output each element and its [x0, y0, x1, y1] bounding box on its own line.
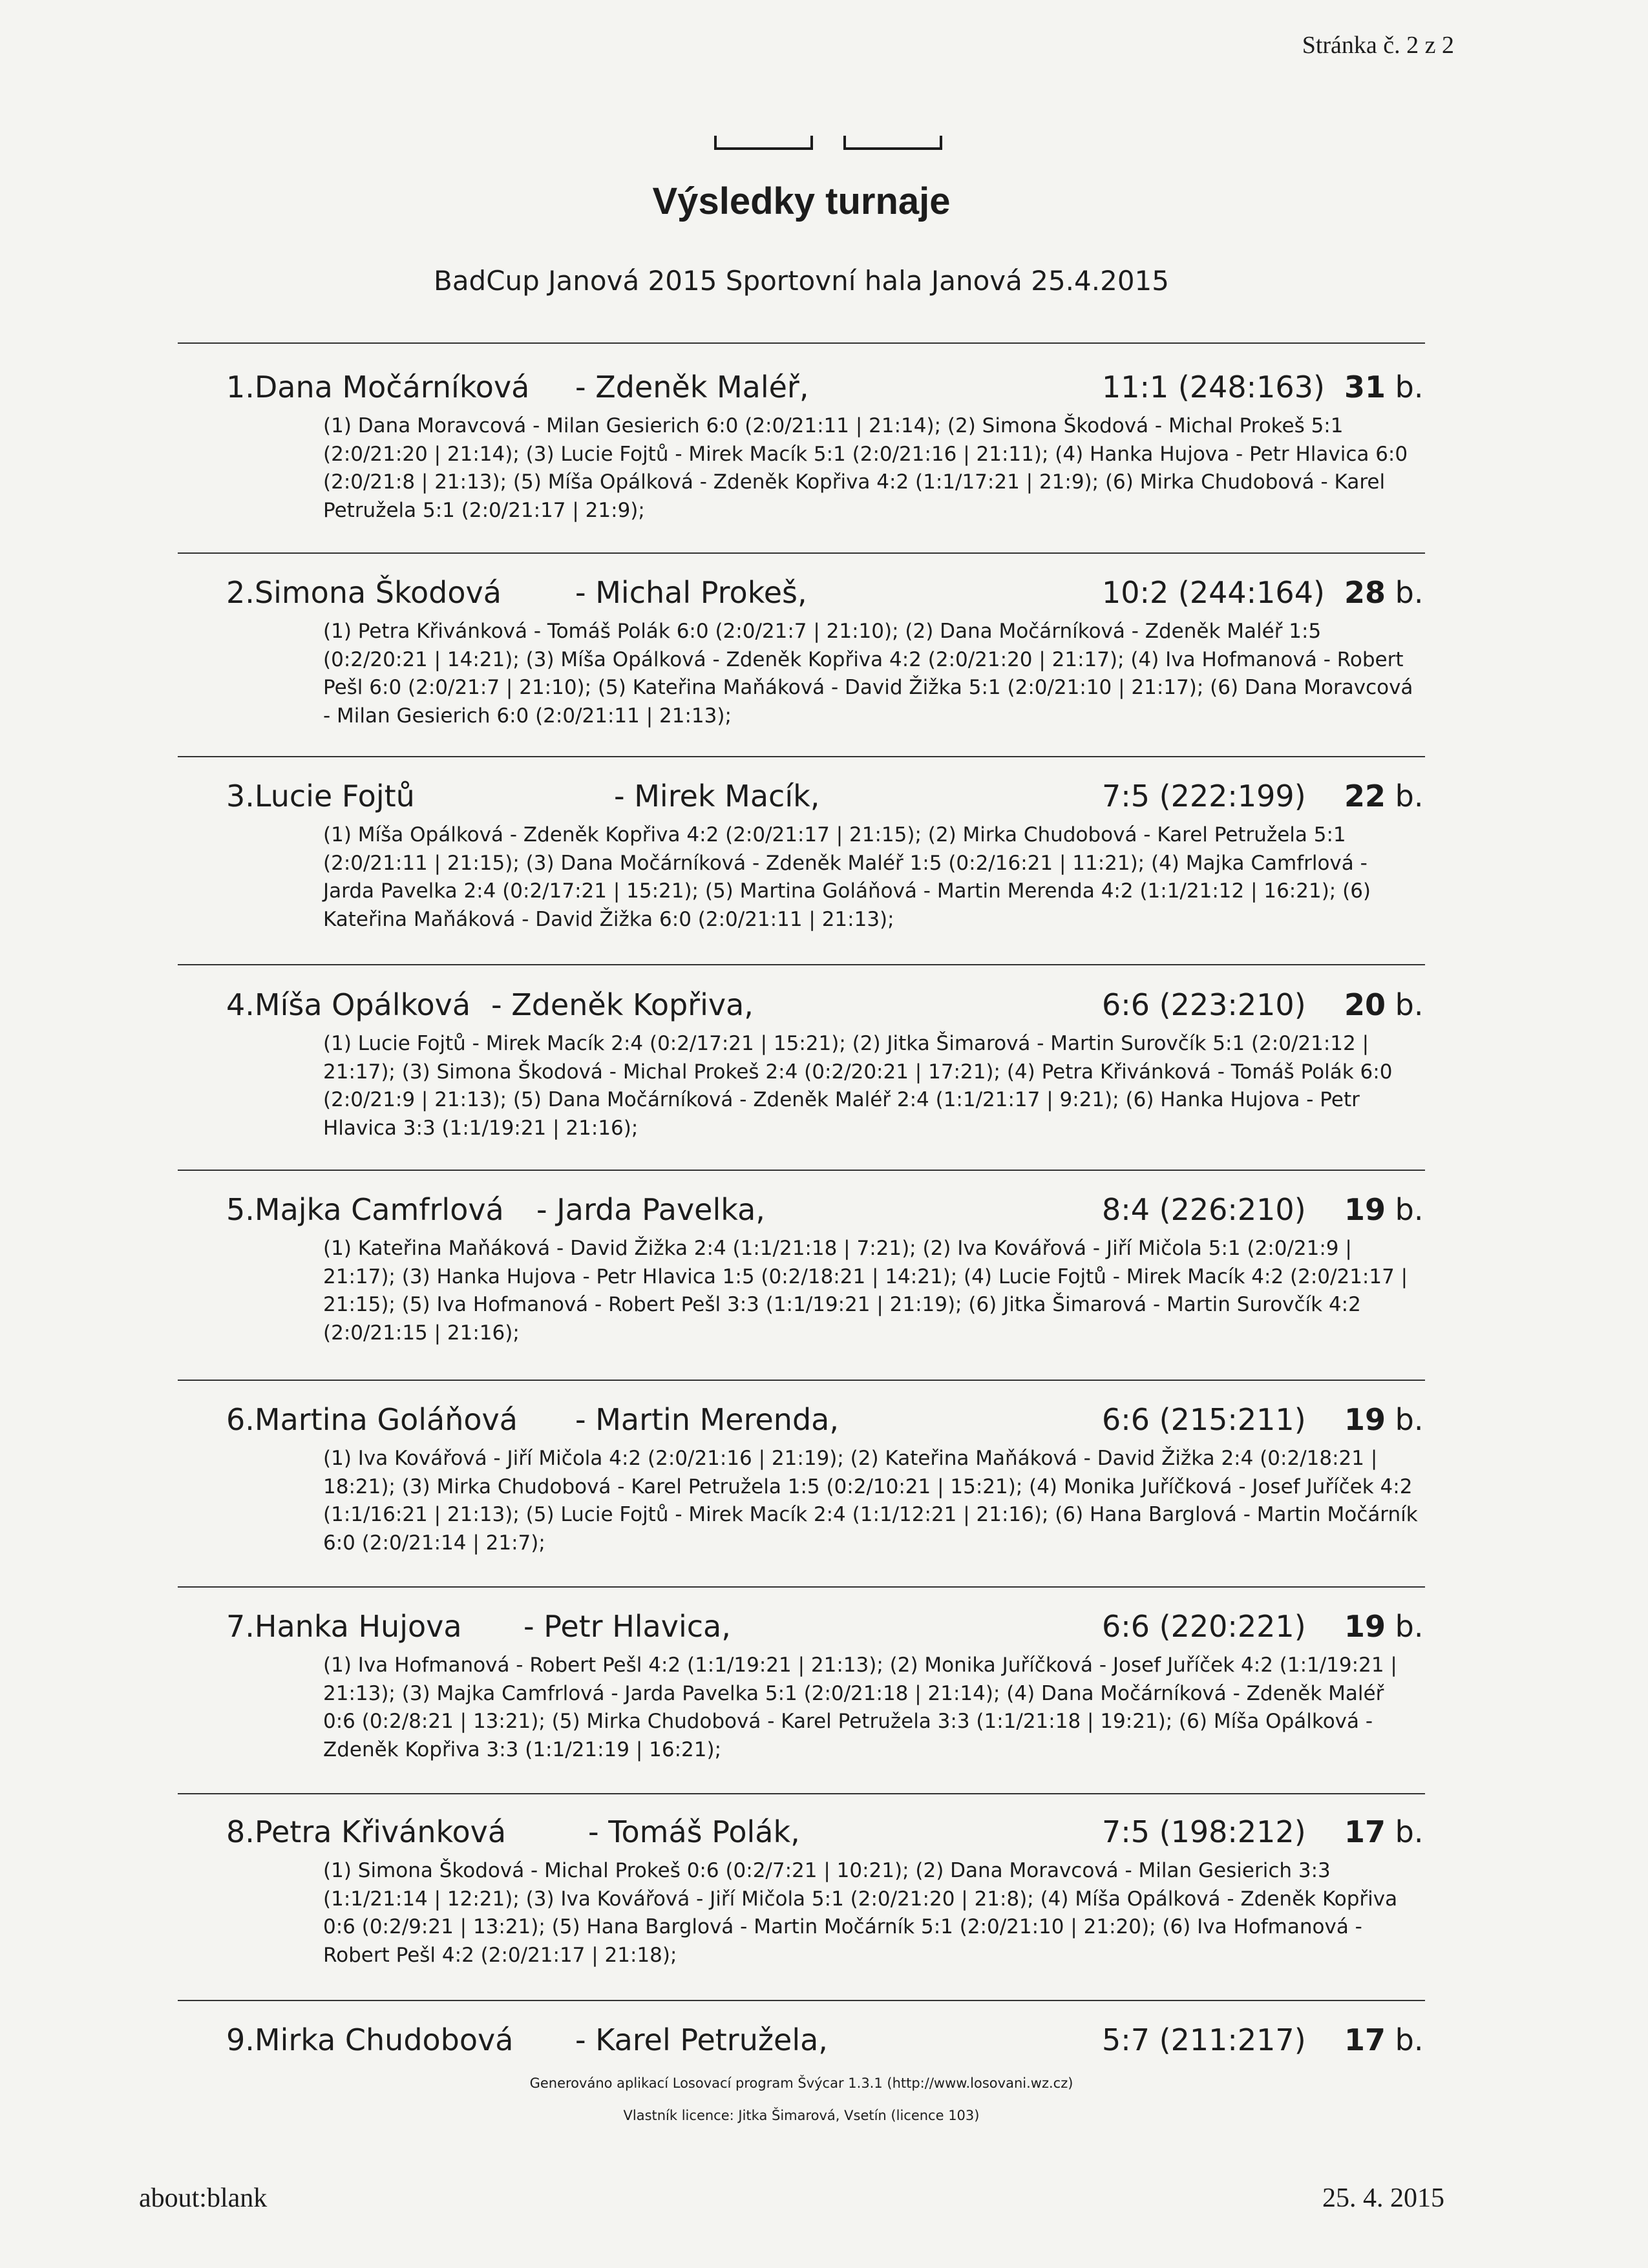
team-points	[1344, 1814, 1423, 1849]
team-player2: - Michal Prokeš,	[575, 575, 807, 610]
team-points	[1344, 370, 1423, 404]
team-score: 7:5 (198:212)	[1102, 1814, 1306, 1849]
result-entry-9	[226, 2022, 1422, 2065]
team-player2: - Karel Petružela,	[575, 2022, 828, 2057]
team-player1: 4.Míša Opálková	[226, 987, 471, 1022]
team-score: 10:2 (244:164)	[1102, 575, 1325, 610]
divider	[178, 1793, 1425, 1794]
team-score: 11:1 (248:163)	[1102, 370, 1325, 404]
result-entry-1	[226, 370, 1422, 525]
match-details: (1) Lucie Fojtů - Mirek Macík 2:4 (0:2/17:21 | 15:21); (2) Jitka Šimarová - Martin Surovčík 5:1 (2:0/21:12 | 21:17); (3) Simona Škodová - Michal Prokeš 2:4 (0:2/20:21 | 17:21); (4) Petra Křivánková - Tomáš Polák 6:0 (2:0/21:9 | 21:13); (5) Dana Močárníková - Zdeněk Maléř 2:4 (1:1/21:17 | 9:21); (6) Hanka Hujova - Petr Hlavica 3:3 (1:1/19:21 | 21:16);	[323, 1032, 1393, 1140]
divider	[178, 964, 1425, 965]
team-points	[1344, 575, 1423, 610]
team-player1: 6.Martina Goláňová	[226, 1402, 518, 1437]
team-points	[1344, 1192, 1423, 1227]
team-points	[1344, 987, 1423, 1022]
team-score: 6:6 (220:221)	[1102, 1609, 1306, 1644]
team-points-unit: b.	[1395, 1609, 1424, 1644]
match-details: (1) Kateřina Maňáková - David Žižka 2:4 (1:1/21:18 | 7:21); (2) Iva Kovářová - Jiří Mičola 5:1 (2:0/21:9 | 21:17); (3) Hanka Hujova - Petr Hlavica 1:5 (0:2/18:21 | 14:21); (4) Lucie Fojtů - Mirek Macík 4:2 (2:0/21:17 | 21:15); (5) Iva Hofmanová - Robert Pešl 3:3 (1:1/19:21 | 21:19); (6) Jitka Šimarová - Martin Surovčík 4:2 (2:0/21:15 | 21:16);	[323, 1237, 1408, 1345]
team-player2: - Martin Merenda,	[575, 1402, 839, 1437]
divider	[178, 1586, 1425, 1588]
divider	[178, 1380, 1425, 1381]
team-player1: 5.Majka Camfrlová	[226, 1192, 504, 1227]
header-mark-icon	[714, 136, 947, 155]
team-score: 8:4 (226:210)	[1102, 1192, 1306, 1227]
team-player1: 8.Petra Křivánková	[226, 1814, 507, 1849]
team-player1: 2.Simona Škodová	[226, 575, 502, 610]
team-points-unit: b.	[1395, 575, 1424, 610]
page-title: Výsledky turnaje	[652, 180, 951, 222]
result-entry-2	[226, 575, 1422, 730]
team-points-unit: b.	[1395, 2022, 1424, 2057]
team-points-unit: b.	[1395, 987, 1424, 1022]
team-points-unit: b.	[1395, 370, 1424, 404]
team-points-value: 28	[1344, 575, 1386, 610]
team-player2: - Mirek Macík,	[614, 779, 820, 814]
browser-url: about:blank	[139, 2183, 268, 2213]
team-points	[1344, 2022, 1423, 2057]
match-details: (1) Dana Moravcová - Milan Gesierich 6:0 (2:0/21:11 | 21:14); (2) Simona Škodová - Michal Prokeš 5:1 (2:0/21:20 | 21:14); (3) Lucie Fojtů - Mirek Macík 5:1 (2:0/21:16 | 21:11); (4) Hanka Hujova - Petr Hlavica 6:0 (2:0/21:8 | 21:13); (5) Míša Opálková - Zdeněk Kopřiva 4:2 (1:1/17:21 | 21:9); (6) Mirka Chudobová - Karel Petružela 5:1 (2:0/21:17 | 21:9);	[323, 414, 1408, 522]
team-player2: - Jarda Pavelka,	[536, 1192, 765, 1227]
team-points-unit: b.	[1395, 1402, 1424, 1437]
team-points-value: 22	[1344, 779, 1386, 814]
result-entry-8	[226, 1814, 1422, 1969]
result-entry-6	[226, 1402, 1422, 1557]
divider	[178, 1170, 1425, 1171]
team-points-value: 31	[1344, 370, 1386, 404]
team-player1: 1.Dana Močárníková	[226, 370, 530, 404]
team-points	[1344, 1609, 1423, 1644]
divider	[178, 552, 1425, 554]
divider	[178, 756, 1425, 757]
match-details: (1) Iva Hofmanová - Robert Pešl 4:2 (1:1/19:21 | 21:13); (2) Monika Juříčková - Josef Juříček 4:2 (1:1/19:21 | 21:13); (3) Majka Camfrlová - Jarda Pavelka 5:1 (2:0/21:18 | 21:14); (4) Dana Močárníková - Zdeněk Maléř 0:6 (0:2/8:21 | 13:21); (5) Mirka Chudobová - Karel Petružela 3:3 (1:1/21:18 | 19:21); (6) Míša Opálková - Zdeněk Kopřiva 3:3 (1:1/21:19 | 16:21);	[323, 1654, 1397, 1761]
team-points	[1344, 1402, 1423, 1437]
result-entry-4	[226, 987, 1422, 1142]
team-points-value: 19	[1344, 1609, 1386, 1644]
result-entry-3	[226, 779, 1422, 934]
divider	[178, 342, 1425, 344]
divider	[178, 2000, 1425, 2001]
team-points-value: 19	[1344, 1192, 1386, 1227]
team-points	[1344, 779, 1423, 814]
team-points-unit: b.	[1395, 1814, 1424, 1849]
team-player1: 3.Lucie Fojtů	[226, 779, 415, 814]
tournament-subtitle: BadCup Janová 2015 Sportovní hala Janová 25.4.2015	[434, 265, 1169, 297]
team-points-value: 17	[1344, 2022, 1386, 2057]
team-points-value: 19	[1344, 1402, 1386, 1437]
generator-note: Generováno aplikací Losovací program Švýcar 1.3.1 (http://www.losovani.wz.cz)	[529, 2075, 1073, 2091]
match-details: (1) Simona Škodová - Michal Prokeš 0:6 (0:2/7:21 | 10:21); (2) Dana Moravcová - Milan Gesierich 3:3 (1:1/21:14 | 12:21); (3) Iva Kovářová - Jiří Mičola 5:1 (2:0/21:20 | 21:8); (4) Míša Opálková - Zdeněk Kopřiva 0:6 (0:2/9:21 | 13:21); (5) Hana Barglová - Martin Močárník 5:1 (2:0/21:10 | 21:20); (6) Iva Hofmanová - Robert Pešl 4:2 (2:0/21:17 | 21:18);	[323, 1859, 1398, 1967]
team-player2: - Zdeněk Maléř,	[575, 370, 809, 404]
license-note: Vlastník licence: Jitka Šimarová, Vsetín (licence 103)	[623, 2108, 980, 2123]
team-player2: - Zdeněk Kopřiva,	[491, 987, 754, 1022]
team-score: 6:6 (215:211)	[1102, 1402, 1306, 1437]
team-player2: - Petr Hlavica,	[523, 1609, 731, 1644]
team-score: 7:5 (222:199)	[1102, 779, 1306, 814]
match-details: (1) Petra Křivánková - Tomáš Polák 6:0 (2:0/21:7 | 21:10); (2) Dana Močárníková - Zdeněk Maléř 1:5 (0:2/20:21 | 14:21); (3) Míša Opálková - Zdeněk Kopřiva 4:2 (2:0/21:20 | 21:17); (4) Iva Hofmanová - Robert Pešl 6:0 (2:0/21:7 | 21:10); (5) Kateřina Maňáková - David Žižka 5:1 (2:0/21:10 | 21:17); (6) Dana Moravcová - Milan Gesierich 6:0 (2:0/21:11 | 21:13);	[323, 620, 1413, 728]
team-points-unit: b.	[1395, 779, 1424, 814]
match-details: (1) Iva Kovářová - Jiří Mičola 4:2 (2:0/21:16 | 21:19); (2) Kateřina Maňáková - David Žižka 2:4 (0:2/18:21 | 18:21); (3) Mirka Chudobová - Karel Petružela 1:5 (0:2/10:21 | 15:21); (4) Monika Juříčková - Josef Juříček 4:2 (1:1/16:21 | 21:13); (5) Lucie Fojtů - Mirek Macík 2:4 (1:1/12:21 | 21:16); (6) Hana Barglová - Martin Močárník 6:0 (2:0/21:14 | 21:7);	[323, 1447, 1418, 1555]
print-date: 25. 4. 2015	[1322, 2183, 1444, 2213]
team-points-unit: b.	[1395, 1192, 1424, 1227]
team-points-value: 17	[1344, 1814, 1386, 1849]
team-player1: 7.Hanka Hujova	[226, 1609, 462, 1644]
team-points-value: 20	[1344, 987, 1386, 1022]
team-player2: - Tomáš Polák,	[588, 1814, 800, 1849]
match-details: (1) Míša Opálková - Zdeněk Kopřiva 4:2 (2:0/21:17 | 21:15); (2) Mirka Chudobová - Karel Petružela 5:1 (2:0/21:11 | 21:15); (3) Dana Močárníková - Zdeněk Maléř 1:5 (0:2/16:21 | 11:21); (4) Majka Camfrlová - Jarda Pavelka 2:4 (0:2/17:21 | 15:21); (5) Martina Goláňová - Martin Merenda 4:2 (1:1/21:12 | 16:21); (6) Kateřina Maňáková - David Žižka 6:0 (2:0/21:11 | 21:13);	[323, 823, 1371, 931]
team-score: 5:7 (211:217)	[1102, 2022, 1306, 2057]
result-entry-7	[226, 1609, 1422, 1764]
team-player1: 9.Mirka Chudobová	[226, 2022, 514, 2057]
page-number: Stránka č. 2 z 2	[1302, 32, 1454, 59]
team-score: 6:6 (223:210)	[1102, 987, 1306, 1022]
result-entry-5	[226, 1192, 1422, 1347]
